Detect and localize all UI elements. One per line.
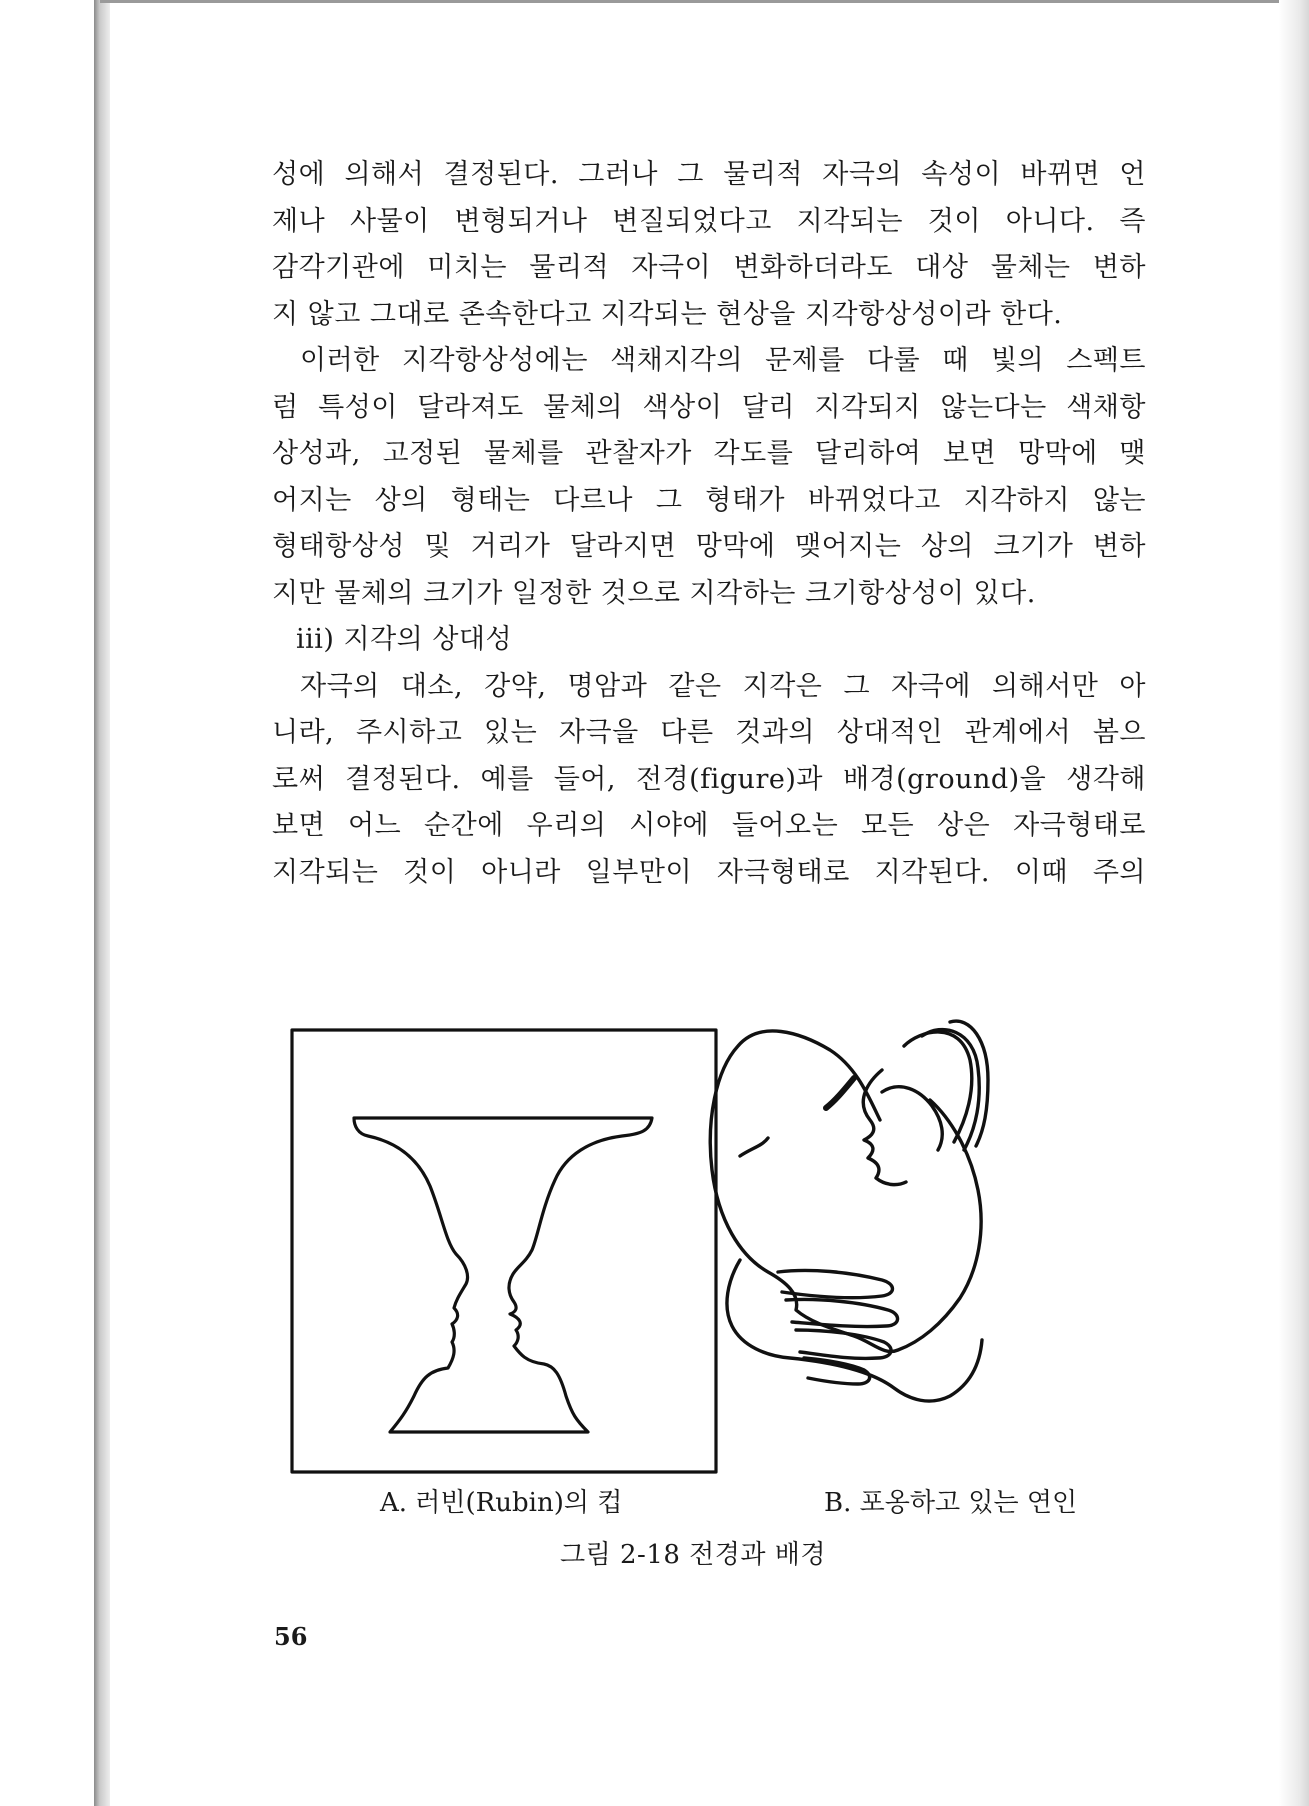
text-line: 이러한 지각항상성에는 색채지각의 문제를 다룰 때 빛의 스펙트 — [300, 345, 1146, 376]
text-line: 감각기관에 미치는 물리적 자극이 변화하더라도 대상 물체는 변하 — [272, 252, 1146, 283]
lovers-hair-strand-3 — [950, 1021, 988, 1146]
page-number: 56 — [274, 1622, 308, 1651]
rubin-vase-outline — [354, 1118, 652, 1432]
text-line: 자극의 대소, 강약, 명암과 같은 지각은 그 자극에 의해서만 아 — [300, 670, 1146, 702]
text-line: 럼 특성이 달라져도 물체의 색상이 달리 지각되지 않는다는 색채항 — [272, 391, 1146, 423]
embracing-lovers-illustration — [710, 1021, 988, 1401]
lovers-hand-top-finger — [882, 1087, 942, 1150]
figure-caption-b: B. 포옹하고 있는 연인 — [824, 1488, 1078, 1518]
page-top-edge — [100, 0, 1280, 3]
text-line: 지 않고 그대로 존속한다고 지각되는 현상을 지각항상성이라 한다. — [272, 298, 1063, 330]
text-line: 성에 의해서 결정된다. 그러나 그 물리적 자극의 속성이 바뀌면 언 — [272, 159, 1146, 190]
text-line: 상성과, 고정된 물체를 관찰자가 각도를 달리하여 보면 망막에 맺 — [272, 438, 1146, 469]
body-text — [272, 152, 1146, 896]
lovers-hair-strand-1 — [904, 1032, 972, 1142]
figure-svg — [270, 950, 1190, 1510]
book-spine — [94, 0, 110, 1806]
text-line: 지각되는 것이 아니라 일부만이 자극형태로 지각된다. 이때 주의 — [272, 856, 1146, 888]
rubin-frame — [292, 1030, 716, 1472]
text-line: 지만 물체의 크기가 일정한 것으로 지각하는 크기항상성이 있다. — [272, 577, 1036, 609]
text-line: 제나 사물이 변형되거나 변질되었다고 지각되는 것이 아니다. 즉 — [272, 205, 1146, 237]
text-line: 로써 결정된다. 예를 들어, 전경(figure)과 배경(ground)을 생각해 — [272, 763, 1146, 795]
figure-caption-a: A. 러빈(Rubin)의 컵 — [380, 1488, 623, 1518]
page-right-shadow — [1279, 0, 1309, 1806]
lovers-finger-1 — [778, 1270, 893, 1297]
lovers-eye-lash — [740, 1138, 768, 1156]
rubin-vase-illustration — [292, 1030, 716, 1472]
lovers-finger-3 — [796, 1330, 891, 1358]
lovers-lower-arm — [727, 1260, 982, 1401]
section-heading: iii) 지각의 상대성 — [296, 624, 513, 655]
text-line: 니라, 주시하고 있는 자극을 다른 것과의 상대적인 관계에서 봄으 — [272, 717, 1146, 748]
text-line: 형태항상성 및 거리가 달라지면 망막에 맺어지는 상의 크기가 변하 — [272, 531, 1146, 562]
text-line: 보면 어느 순간에 우리의 시야에 들어오는 모든 상은 자극형태로 — [272, 810, 1146, 841]
text-line: 어지는 상의 형태는 다르나 그 형태가 바뀌었다고 지각하지 않는 — [272, 484, 1146, 516]
figure-title: 그림 2-18 전경과 배경 — [560, 1540, 827, 1570]
lovers-brow — [826, 1078, 854, 1108]
figure-illustrations — [270, 950, 1190, 1510]
